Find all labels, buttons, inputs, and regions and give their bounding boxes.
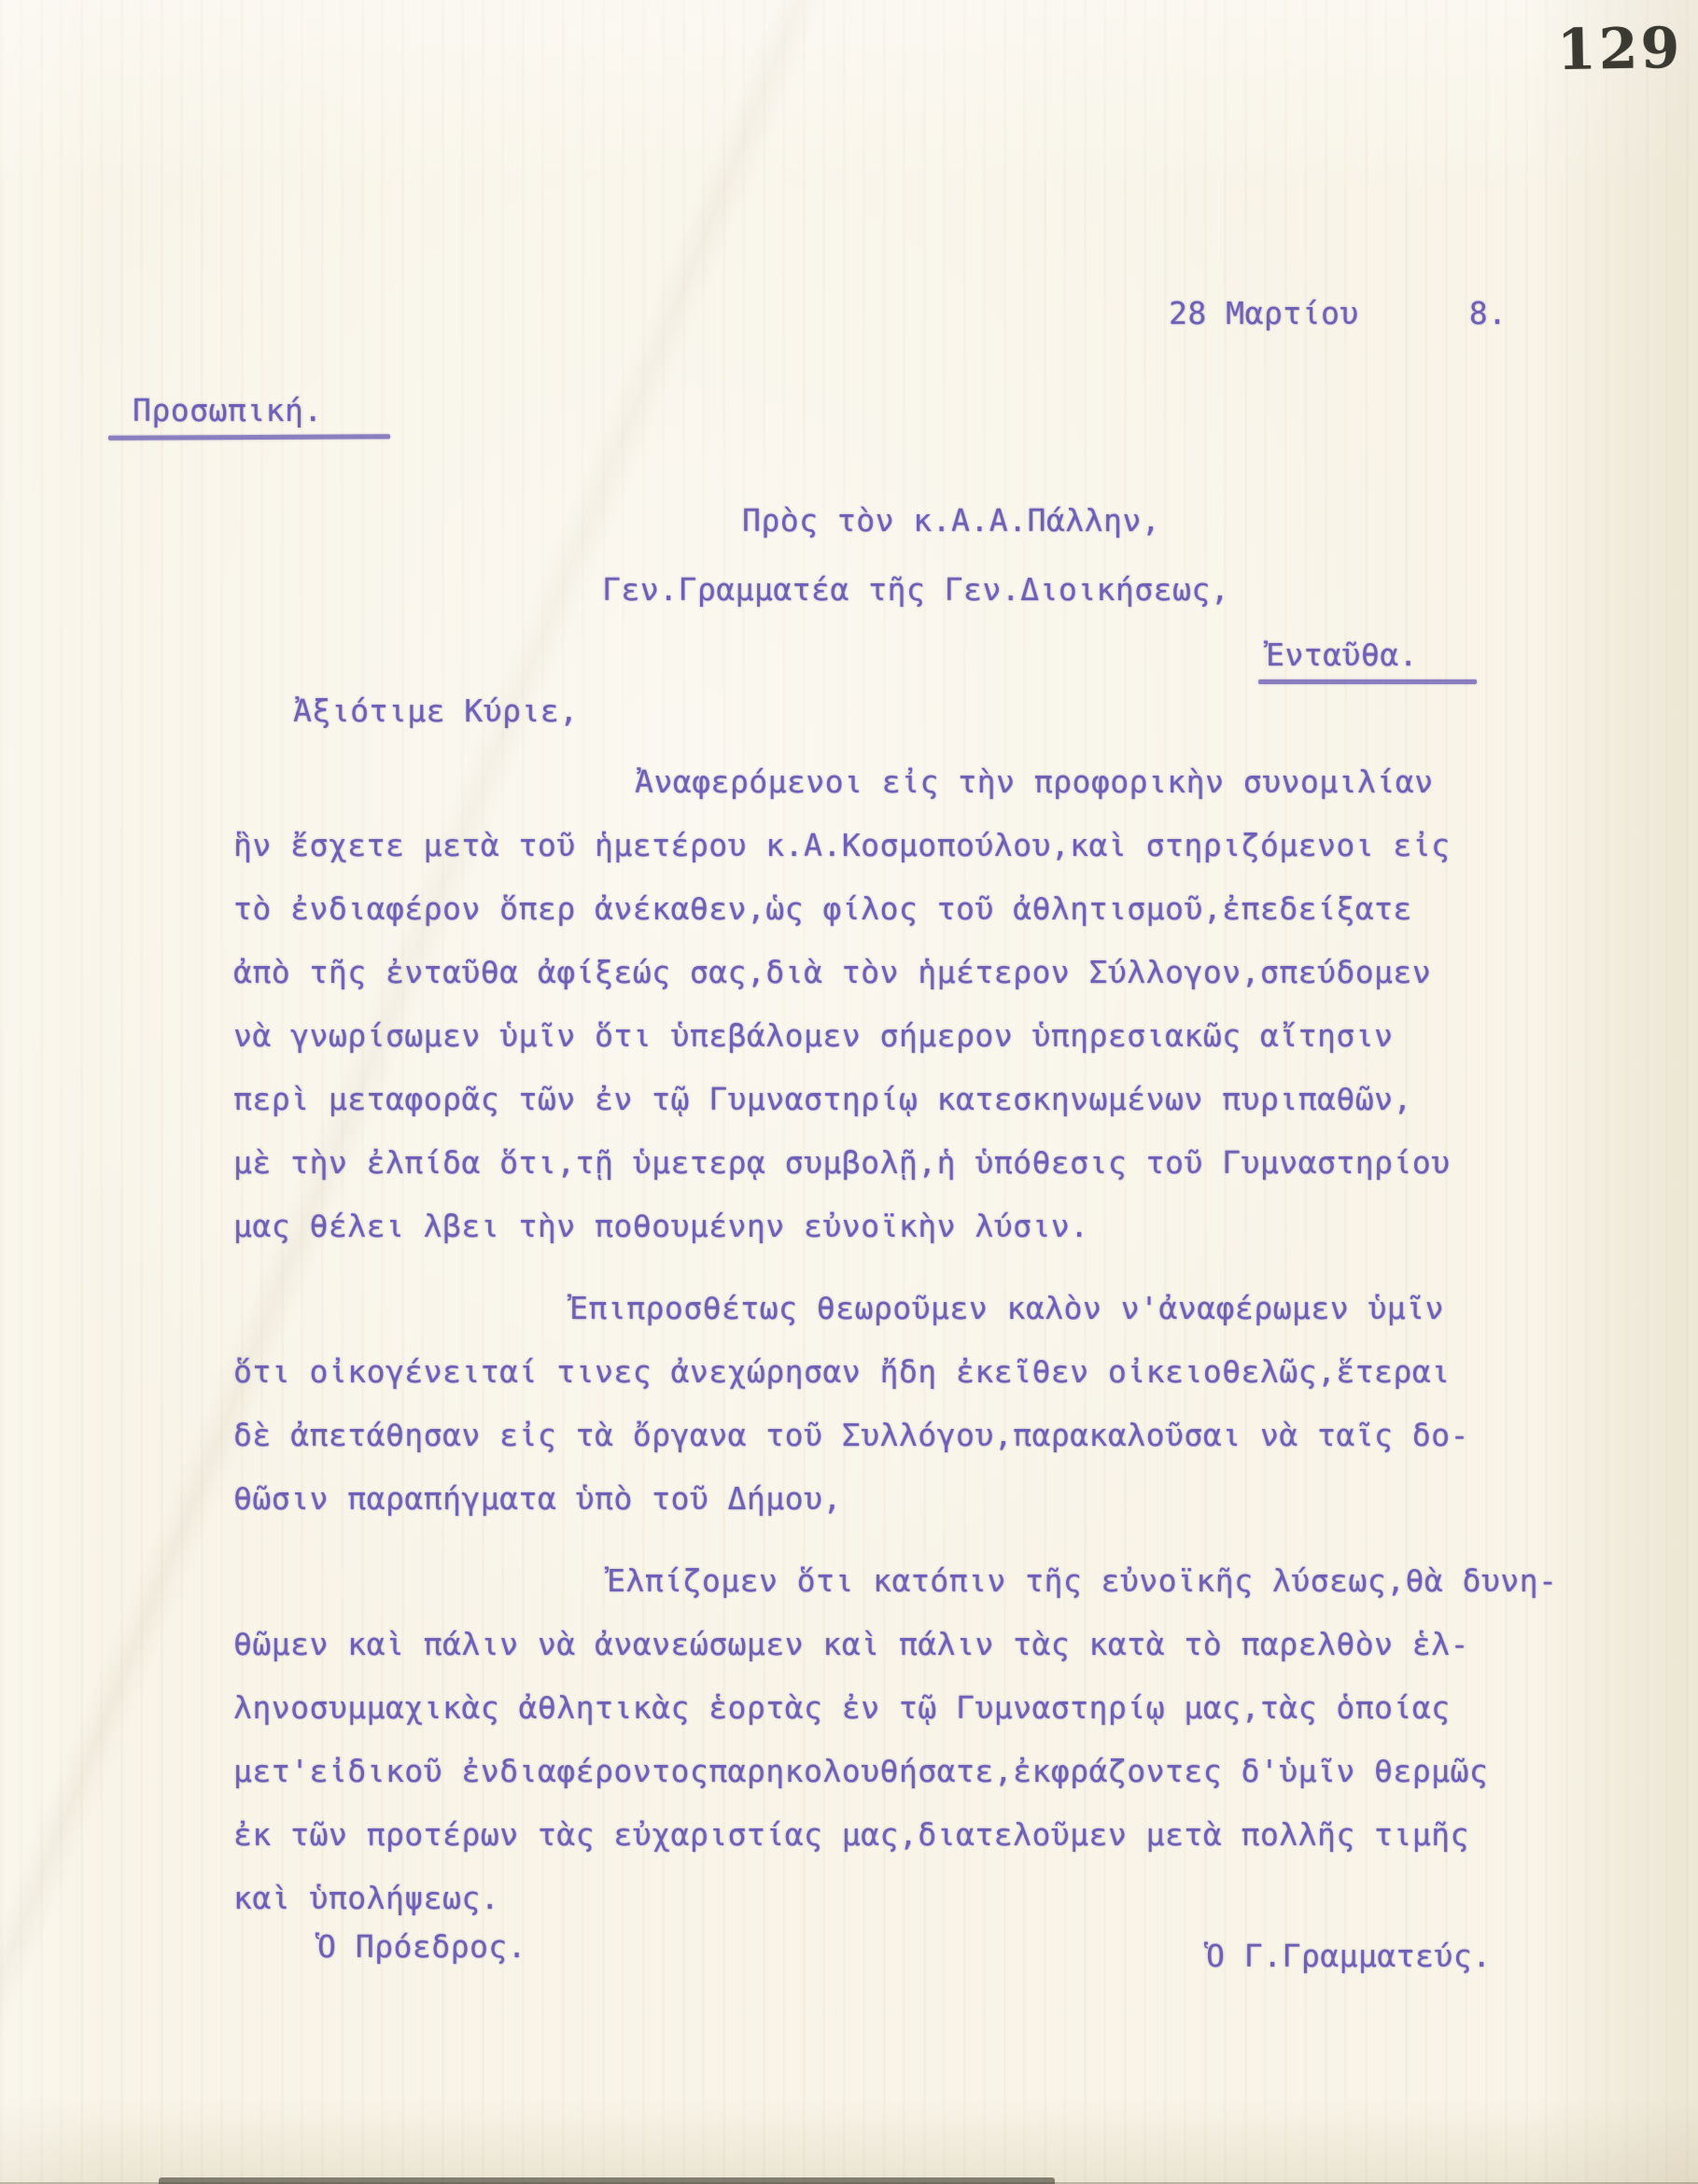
date-line [1169,295,1507,331]
classification-label: Προσωπική. [133,392,323,428]
recipient-place-underline [1258,679,1477,684]
date-year: 8. [1468,295,1508,331]
body-line: ἀπὸ τῆς ἐνταῦθα ἀφίξεώς σας,διὰ τὸν ἡμέτερον Σύλλογον,σπεύδομεν [233,954,1432,990]
date-day-month: 28 Μαρτίου [1169,295,1359,331]
body-line: μας θέλει λβει τὴν ποθουμένην εὐνοϊκὴν λύσιν. [233,1208,1089,1244]
signature-president: Ὁ Πρόεδρος. [317,1928,527,1965]
body-line: Ἐλπίζομεν ὅτι κατόπιν τῆς εὐνοϊκῆς λύσεως,θὰ δυνη- [607,1562,1558,1599]
body-line: μὲ τὴν ἐλπίδα ὅτι,τῇ ὑμετερᾳ συμβολῇ,ἡ ὑπόθεσις τοῦ Γυμναστηρίου [233,1144,1451,1181]
body-line: θῶμεν καὶ πάλιν νὰ ἀνανεώσωμεν καὶ πάλιν τὰς κατὰ τὸ παρελθὸν ἑλ- [233,1626,1469,1662]
recipient-place: Ἐνταῦθα. [1266,637,1418,673]
body-line: περὶ μεταφορᾶς τῶν ἐν τῷ Γυμναστηρίῳ κατεσκηνωμένων πυριπαθῶν, [233,1081,1412,1117]
page-number-stamp: 129 [1556,15,1683,84]
letter-body [233,750,1558,1930]
body-line: Ἐπιπροσθέτως θεωροῦμεν καλὸν ν'ἀναφέρωμεν ὑμῖν [569,1290,1444,1326]
body-line: ὅτι οἰκογένειταί τινες ἀνεχώρησαν ἤδη ἐκεῖθεν οἰκειοθελῶς,ἕτεραι [233,1353,1451,1390]
body-line: Ἀναφερόμενοι εἰς τὴν προφορικὴν συνομιλίαν [635,763,1434,800]
paragraph [233,750,1540,1258]
paragraph [233,1277,1540,1531]
body-line: θῶσιν παραπήγματα ὑπὸ τοῦ Δήμου, [233,1480,842,1517]
body-line: ἣν ἔσχετε μετὰ τοῦ ἡμετέρου κ.Α.Κοσμοπούλου,καὶ στηριζόμενοι εἰς [233,827,1451,863]
recipient-name: Πρὸς τὸν κ.Α.Α.Πάλλην, [742,502,1161,539]
body-line: ληνοσυμμαχικὰς ἀθλητικὰς ἑορτὰς ἐν τῷ Γυμναστηρίῳ μας,τὰς ὁποίας [233,1689,1451,1726]
body-line: μετ'εἰδικοῦ ἐνδιαφέροντοςπαρηκολουθήσατε,ἐκφράζοντες δ'ὑμῖν θερμῶς [233,1753,1489,1789]
recipient-title: Γεν.Γραμματέα τῆς Γεν.Διοικήσεως, [602,571,1230,608]
body-line: δὲ ἀπετάθησαν εἰς τὰ ὄργανα τοῦ Συλλόγου,παρακαλοῦσαι νὰ ταῖς δο- [233,1417,1469,1453]
scan-bottom-edge [159,2177,1055,2184]
body-line: τὸ ἐνδιαφέρον ὅπερ ἀνέκαθεν,ὡς φίλος τοῦ ἀθλητισμοῦ,ἐπεδείξατε [233,890,1412,927]
signature-secretary: Ὁ Γ.Γραμματεύς. [1206,1938,1492,1974]
salutation: Ἀξιότιμε Κύριε, [293,693,579,729]
body-line: καὶ ὑπολήψεως. [233,1880,500,1916]
classification-underline [108,434,390,441]
body-line: ἐκ τῶν προτέρων τὰς εὐχαριστίας μας,διατελοῦμεν μετὰ πολλῆς τιμῆς [233,1816,1469,1853]
body-line: νὰ γνωρίσωμεν ὑμῖν ὅτι ὑπεβάλομεν σήμερον ὑπηρεσιακῶς αἴτησιν [233,1017,1394,1054]
paragraph [233,1549,1558,1930]
